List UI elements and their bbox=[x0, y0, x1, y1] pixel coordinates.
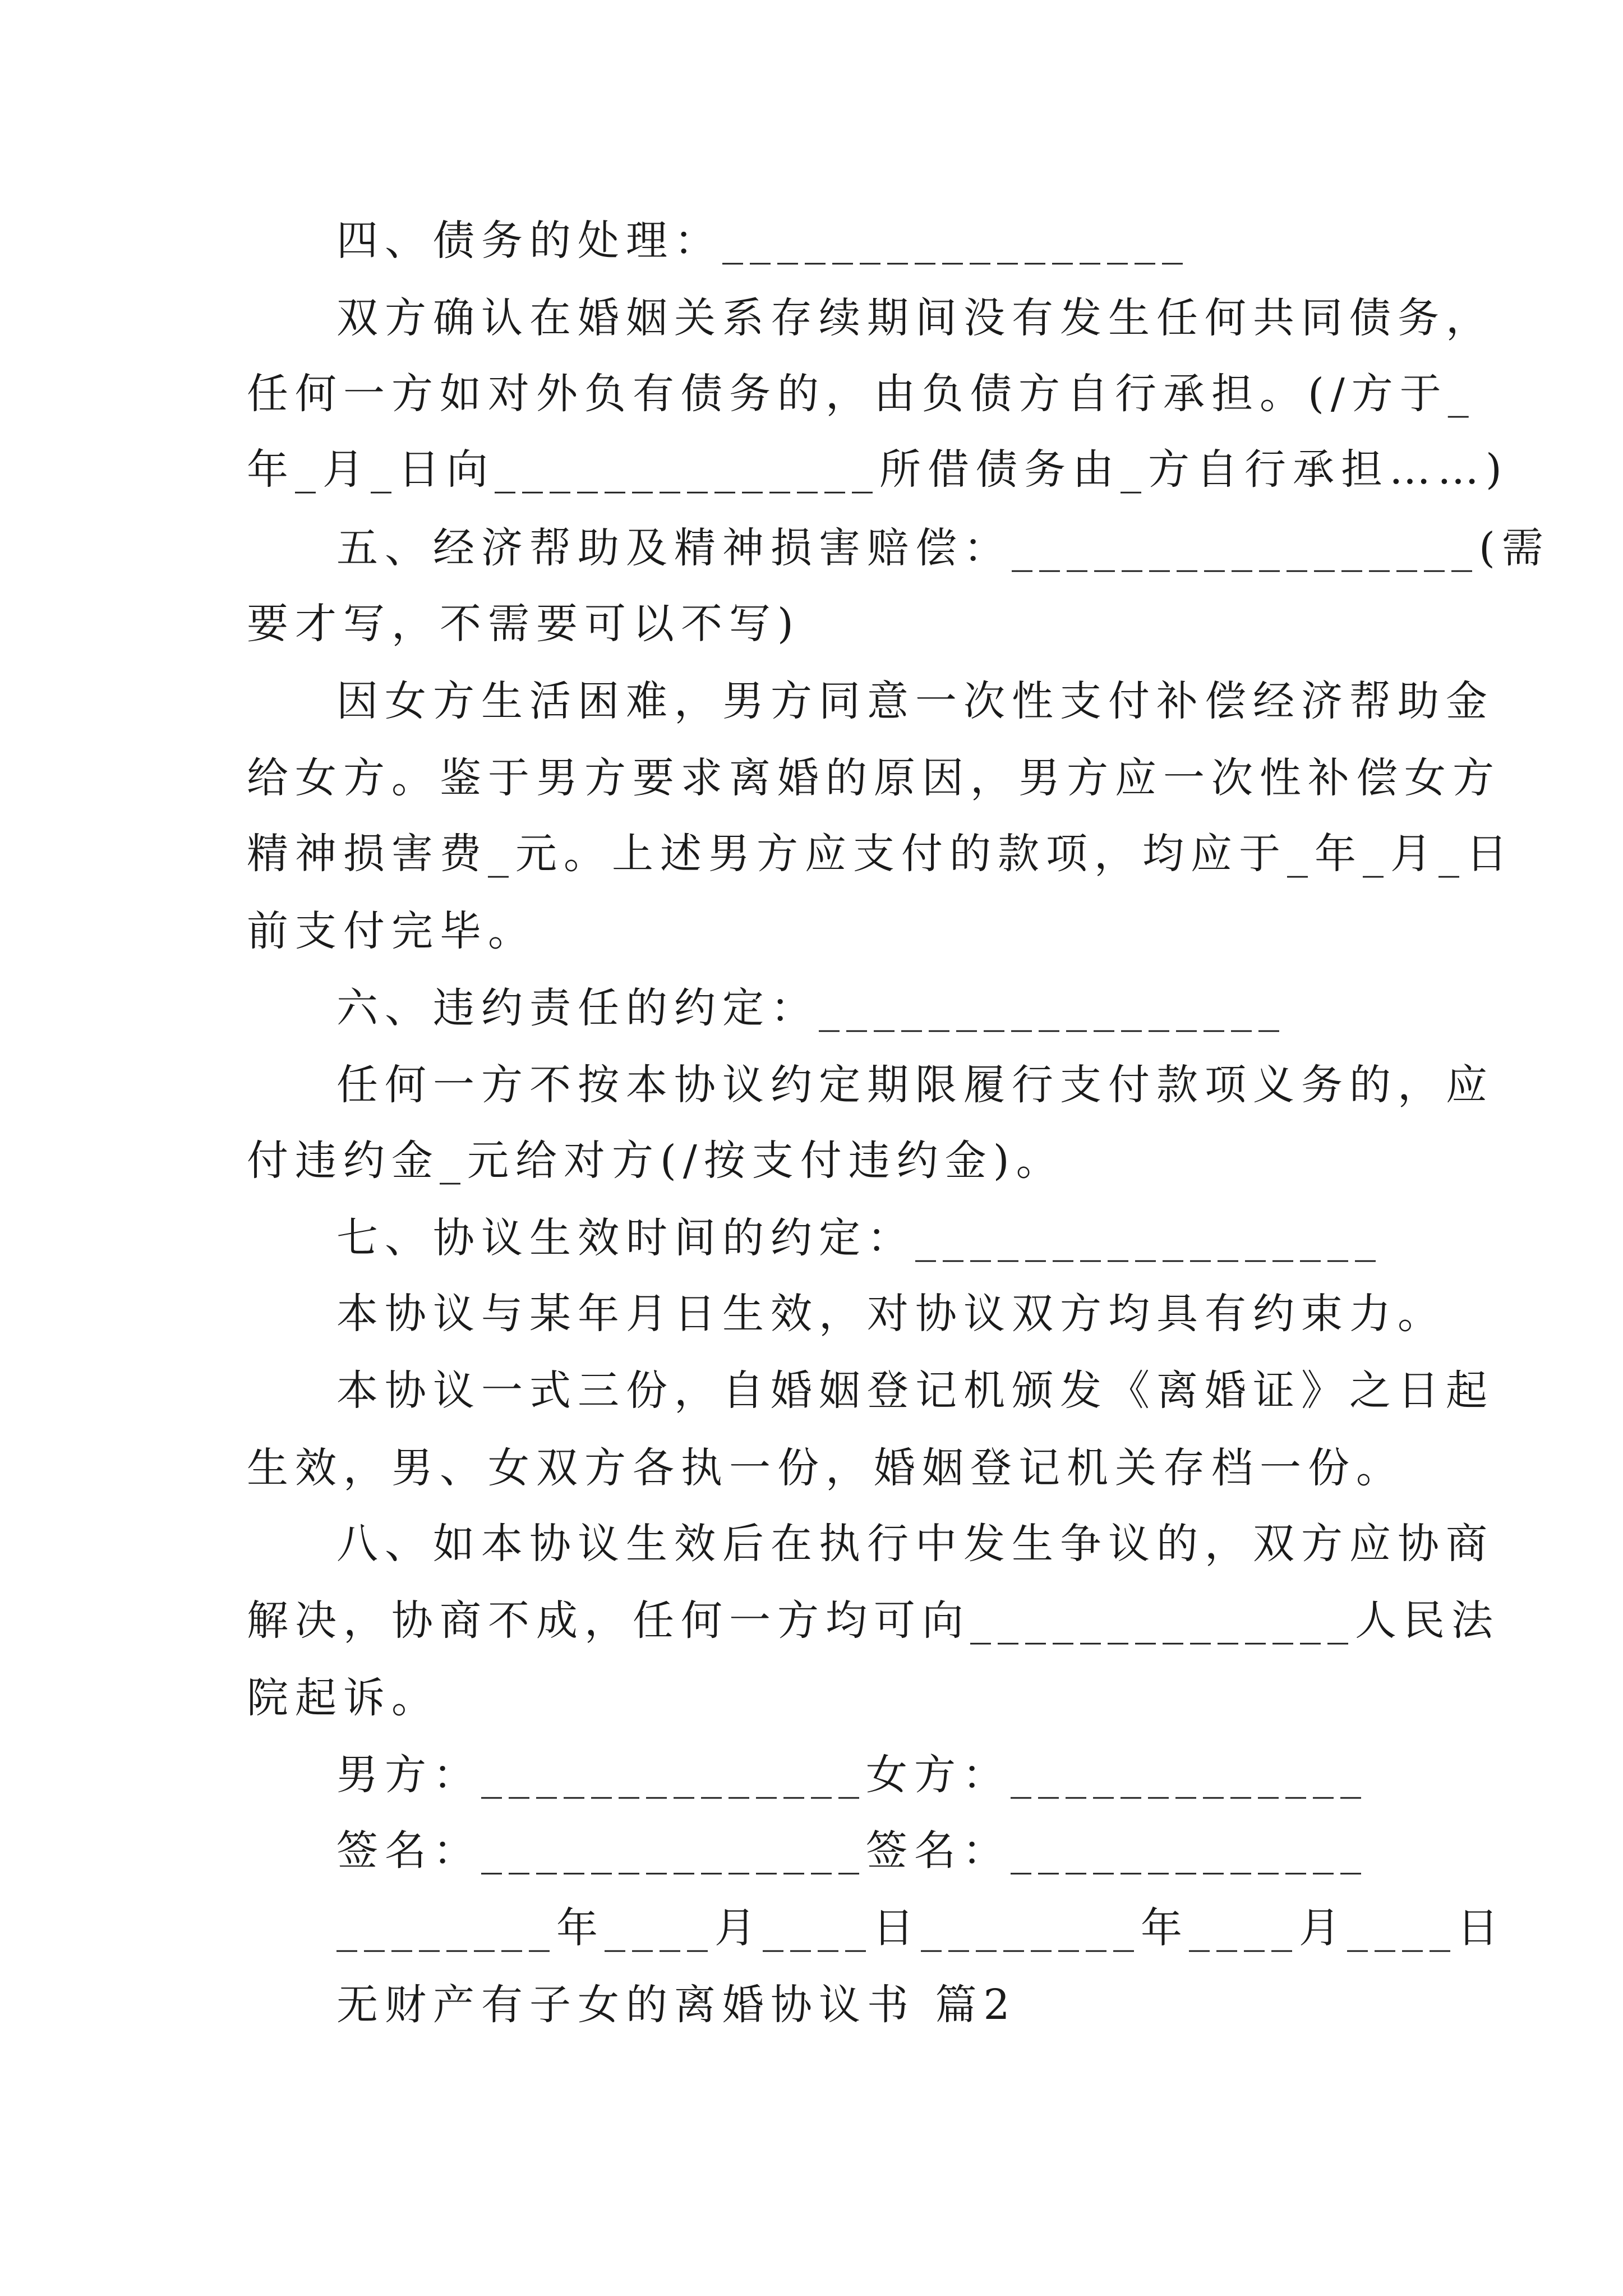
section-8-text-3: 院起诉。 bbox=[247, 1674, 440, 1722]
signature-line: 签名：______________签名：_____________ bbox=[336, 1826, 1368, 1875]
section-7-heading: 七、协议生效时间的约定：_________________ bbox=[336, 1214, 1382, 1262]
section-5-text-2: 给女方。鉴于男方要求离婚的原因，男方应一次性补偿女方 bbox=[247, 754, 1501, 802]
section-4-text-2: 任何一方如对外负有债务的，由负债方自行承担。(/方于_ bbox=[247, 370, 1476, 418]
section-5-note: 要才写，不需要可以不写) bbox=[247, 600, 800, 648]
section-6-text-2: 付违约金_元给对方(/按支付违约金)。 bbox=[247, 1137, 1064, 1185]
section-5-text-4: 前支付完毕。 bbox=[247, 907, 536, 955]
section-5-text-3: 精神损害费_元。上述男方应支付的款项，均应于_年_月_日 bbox=[247, 830, 1514, 878]
section-4-text-3: 年_月_日向______________所借债务由_方自行承担……) bbox=[247, 445, 1509, 494]
section-7-text-3: 生效，男、女双方各执一份，婚姻登记机关存档一份。 bbox=[247, 1444, 1404, 1492]
date-line: ________年____月____日________年____月____日 bbox=[336, 1904, 1505, 1952]
party-names-line: 男方：______________女方：_____________ bbox=[336, 1751, 1368, 1799]
section-4-heading: 四、债务的处理：_________________ bbox=[336, 217, 1189, 265]
section-7-text-2: 本协议一式三份，自婚姻登记机颁发《离婚证》之日起 bbox=[336, 1366, 1494, 1415]
section-6-text-1: 任何一方不按本协议约定期限履行支付款项义务的，应 bbox=[336, 1061, 1494, 1109]
next-article-title: 无财产有子女的离婚协议书 篇2 bbox=[336, 1981, 1017, 2029]
section-8-text-1: 八、如本协议生效后在执行中发生争议的，双方应协商 bbox=[336, 1520, 1494, 1568]
section-8-text-2: 解决，协商不成，任何一方均可向______________人民法 bbox=[247, 1596, 1500, 1645]
section-5-text-1: 因女方生活困难，男方同意一次性支付补偿经济帮助金 bbox=[336, 677, 1494, 725]
section-6-heading: 六、违约责任的约定：_________________ bbox=[336, 984, 1286, 1032]
section-4-text-1: 双方确认在婚姻关系存续期间没有发生任何共同债务， bbox=[336, 294, 1494, 342]
section-7-text-1: 本协议与某年月日生效，对协议双方均具有约束力。 bbox=[336, 1290, 1446, 1338]
section-5-heading: 五、经济帮助及精神损害赔偿：_________________(需 bbox=[336, 524, 1550, 572]
